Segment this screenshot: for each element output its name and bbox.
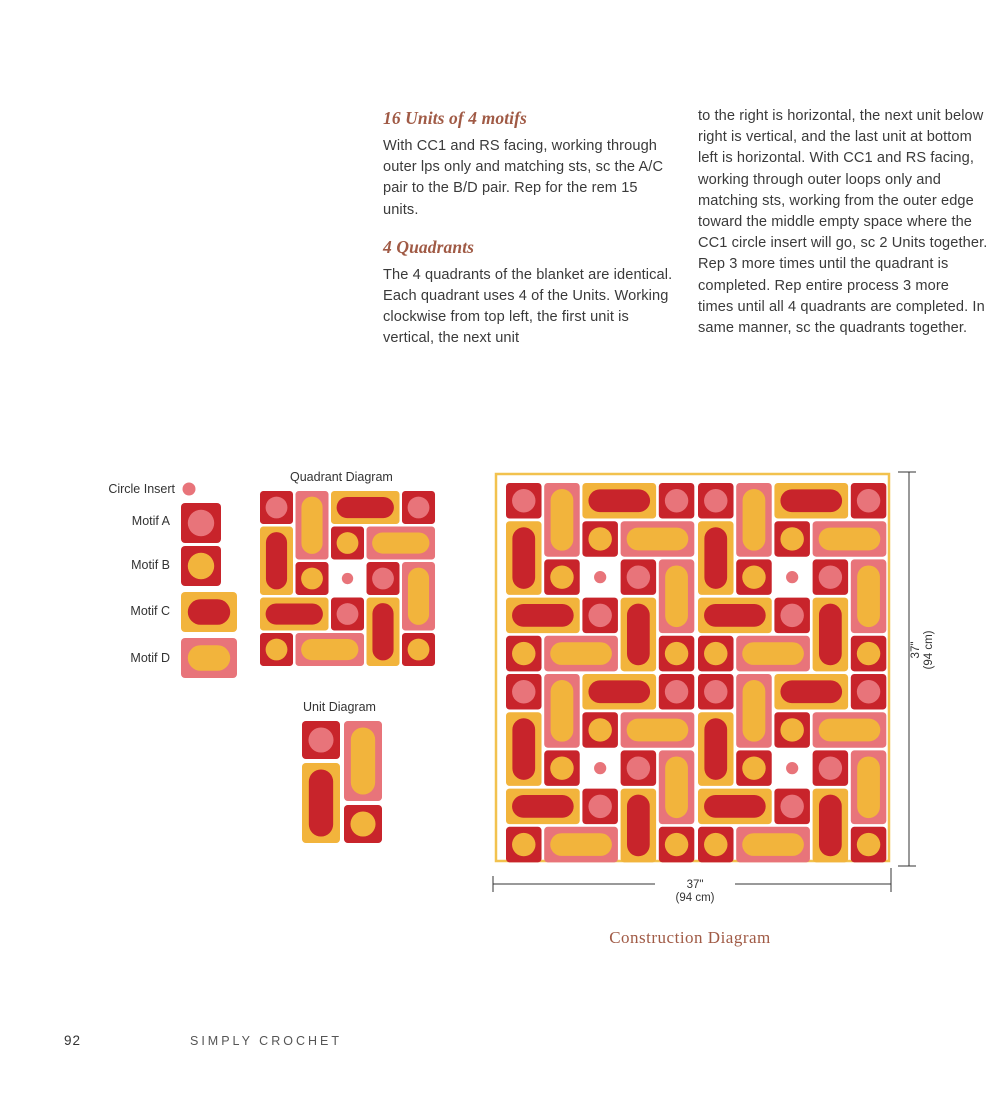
motif-a-circle xyxy=(408,497,430,519)
motif-b-circle xyxy=(857,833,880,856)
motif-a-circle xyxy=(665,489,688,512)
motif-a-circle xyxy=(588,604,611,627)
motif-a-circle xyxy=(780,604,803,627)
motif-d-oval xyxy=(857,756,880,818)
width-imperial: 37" xyxy=(686,879,704,891)
motif-a-circle xyxy=(665,680,688,703)
motif-b-circle xyxy=(665,833,688,856)
motif-b-circle xyxy=(588,718,611,741)
motif-d-oval xyxy=(550,642,612,665)
section-body-quadrants: The 4 quadrants of the blanket are identical. Each quadrant uses 4 of the Units. Working clockwise from top left, the first unit is vertical, the next unit xyxy=(383,266,673,347)
motif-d-oval xyxy=(550,833,612,856)
motif-c-oval xyxy=(372,603,393,660)
motif-d-oval xyxy=(301,639,358,660)
motif-b-circle xyxy=(704,642,727,665)
motif-c-oval xyxy=(512,604,574,627)
section-heading-units: 16 Units of 4 motifs xyxy=(383,108,527,128)
motif-a-circle xyxy=(857,489,880,512)
motif-b-circle xyxy=(742,756,765,779)
motif-c-oval xyxy=(309,769,333,836)
motif-b-circle xyxy=(780,527,803,550)
motif-d-oval xyxy=(188,645,230,671)
circle-insert xyxy=(786,762,798,774)
quadrant-diagram-label: Quadrant Diagram xyxy=(290,470,393,484)
legend-label-motif-a: Motif A xyxy=(131,514,170,528)
motif-c-oval xyxy=(588,489,650,512)
motif-b-circle xyxy=(350,811,375,836)
motif-d-oval xyxy=(819,528,881,551)
motif-c-oval xyxy=(588,680,650,703)
motif-c-oval xyxy=(780,489,842,512)
section-body-continuation: to the right is horizontal, the next unit below right is vertical, and the last unit at bottom left is horizontal. With CC1 and RS facing, working through outer loops only and matching sts, working from the outer edge toward the middle empty space where the CC1 circle insert will go, sc 2 Units together. Rep 3 more times until the quadrant is completed. Rep entire process 3 more times until all 4 quadrants are completed. In same manner, sc the quadrants together. xyxy=(698,108,988,337)
motif-d-oval xyxy=(665,756,688,818)
circle-insert xyxy=(594,762,606,774)
motif-a-circle xyxy=(627,756,650,779)
motif-a-circle xyxy=(372,568,394,590)
motif-c-oval xyxy=(819,604,842,666)
legend-label-circle-insert: Circle Insert xyxy=(108,482,175,496)
motif-d-oval xyxy=(351,727,375,794)
height-metric: (94 cm) xyxy=(923,630,935,670)
legend-label-motif-d: Motif D xyxy=(130,651,170,665)
circle-insert xyxy=(342,573,353,584)
height-dimension xyxy=(910,630,936,670)
motif-a-circle xyxy=(704,489,727,512)
motif-c-oval xyxy=(627,604,650,666)
motif-d-oval xyxy=(301,497,322,554)
motif-c-oval xyxy=(704,604,766,627)
motif-d-oval xyxy=(819,719,881,742)
motif-a-circle xyxy=(704,680,727,703)
motif-d-oval xyxy=(408,568,429,625)
motif-c-oval xyxy=(780,680,842,703)
motif-d-oval xyxy=(743,489,766,551)
unit-diagram-label: Unit Diagram xyxy=(303,700,376,714)
motif-a-circle xyxy=(819,565,842,588)
motif-b-circle xyxy=(337,532,359,554)
width-metric: (94 cm) xyxy=(675,892,715,904)
construction-diagram-title: Construction Diagram xyxy=(609,928,771,947)
motif-a-circle xyxy=(819,756,842,779)
motif-b-circle xyxy=(266,639,288,661)
motif-c-oval xyxy=(704,527,727,589)
motif-b-circle xyxy=(550,565,573,588)
motif-b-circle xyxy=(550,756,573,779)
legend-label-motif-b: Motif B xyxy=(131,558,170,572)
circle-insert xyxy=(594,571,606,583)
motif-b-circle xyxy=(857,642,880,665)
motif-b-circle xyxy=(512,642,535,665)
motif-a-circle xyxy=(188,510,214,536)
height-imperial: 37" xyxy=(910,641,922,659)
motif-a-circle xyxy=(857,680,880,703)
motif-d-oval xyxy=(857,565,880,627)
motif-d-oval xyxy=(627,719,689,742)
motif-c-oval xyxy=(704,795,766,818)
motif-c-oval xyxy=(337,497,394,518)
motif-c-oval xyxy=(704,718,727,780)
motif-a-circle xyxy=(337,603,359,625)
motif-b-circle xyxy=(588,527,611,550)
motif-c-oval xyxy=(819,795,842,857)
motif-d-oval xyxy=(551,680,574,742)
motif-c-oval xyxy=(512,718,535,780)
section-heading-quadrants: 4 Quadrants xyxy=(383,236,475,257)
motif-a-circle xyxy=(588,795,611,818)
width-dimension xyxy=(655,879,735,905)
legend-label-motif-c: Motif C xyxy=(130,604,170,618)
motif-b-circle xyxy=(512,833,535,856)
motif-a-circle xyxy=(512,680,535,703)
motif-a-circle xyxy=(780,795,803,818)
motif-c-oval xyxy=(188,599,230,625)
motif-d-oval xyxy=(742,833,804,856)
motif-d-oval xyxy=(551,489,574,551)
motif-b-circle xyxy=(301,568,323,590)
circle-insert xyxy=(786,571,798,583)
motif-c-oval xyxy=(627,795,650,857)
motif-b-circle xyxy=(704,833,727,856)
legend-circle-insert xyxy=(183,483,196,496)
motif-c-oval xyxy=(512,795,574,818)
motif-c-oval xyxy=(512,527,535,589)
motif-d-oval xyxy=(627,528,689,551)
section-body-units: With CC1 and RS facing, working through outer lps only and matching sts, sc the A/C pair to the B/D pair. Rep for the rem 15 units. xyxy=(383,138,664,218)
motif-a-circle xyxy=(266,497,288,519)
motif-d-oval xyxy=(372,532,429,553)
motif-c-oval xyxy=(266,532,287,589)
motif-d-oval xyxy=(743,680,766,742)
motif-b-circle xyxy=(665,642,688,665)
motif-b-circle xyxy=(408,639,430,661)
motif-b-circle xyxy=(742,565,765,588)
page-number: 92 xyxy=(64,1033,82,1048)
motif-d-oval xyxy=(665,565,688,627)
book-title: SIMPLY CROCHET xyxy=(190,1034,342,1048)
motif-a-circle xyxy=(627,565,650,588)
motif-d-oval xyxy=(742,642,804,665)
motif-c-oval xyxy=(266,603,323,624)
motif-b-circle xyxy=(780,718,803,741)
motif-a-circle xyxy=(512,489,535,512)
motif-a-circle xyxy=(308,727,333,752)
motif-b-circle xyxy=(188,553,214,579)
